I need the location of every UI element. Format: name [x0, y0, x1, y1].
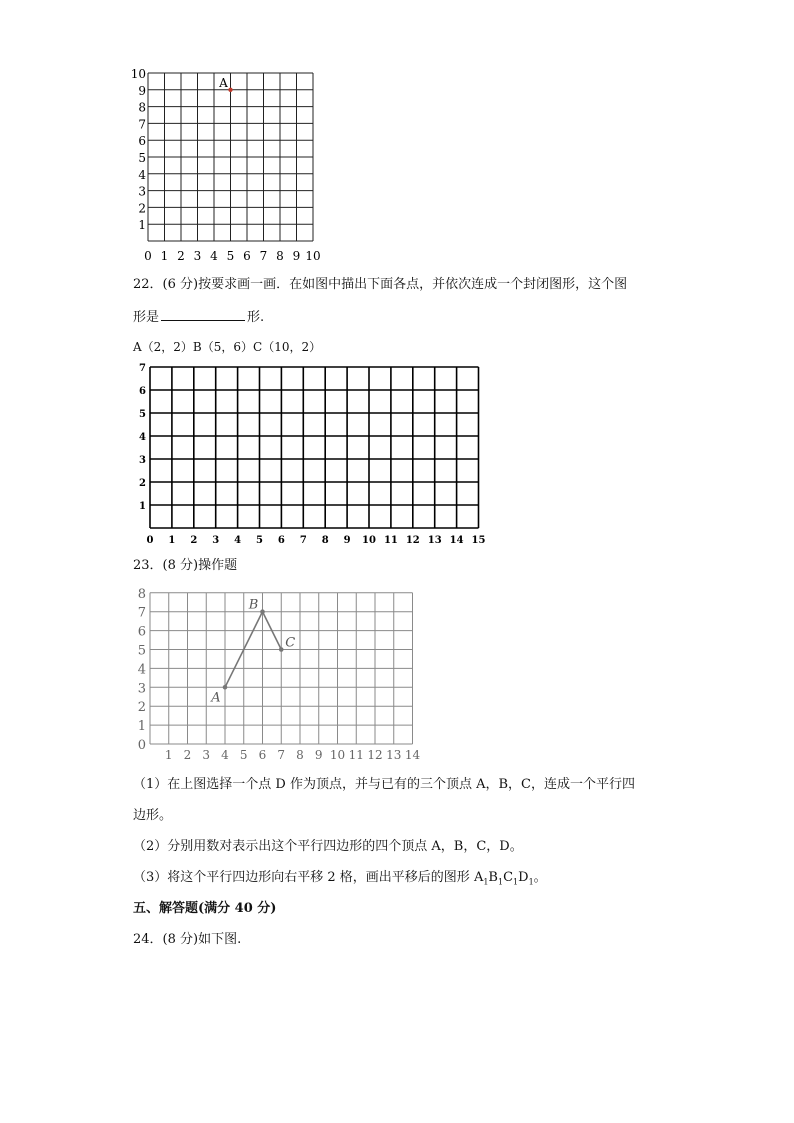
- x-tick-label: 14: [404, 748, 421, 762]
- x-tick-label: 7: [259, 249, 268, 262]
- grid-3-figure: [132, 584, 428, 764]
- q22-points: A（2，2）B（5，6）C（10，2）: [133, 340, 322, 354]
- x-tick-label: 9: [292, 249, 301, 262]
- x-tick-label: 2: [183, 748, 192, 762]
- y-tick-label: 7: [139, 363, 146, 374]
- x-tick-label: 8: [276, 249, 284, 262]
- x-tick-label: 2: [177, 249, 185, 262]
- q22-line2-prefix: 形是: [133, 310, 160, 325]
- x-tick-label: 5: [239, 748, 248, 762]
- y-tick-label: 4: [137, 662, 146, 678]
- y-tick-label: 4: [139, 432, 146, 443]
- x-tick-label: 3: [212, 535, 220, 546]
- x-tick-label: 1: [164, 748, 173, 762]
- y-tick-label: 3: [137, 681, 146, 697]
- sub-c1: 1: [513, 877, 519, 887]
- x-tick-label: 0: [144, 249, 152, 262]
- q23-sub2: （2）分别用数对表示出这个平行四边形的四个顶点 A，B，C，D。: [133, 839, 523, 854]
- section-5-heading: 五、解答题(满分 40 分): [133, 901, 277, 916]
- period: 。: [533, 870, 547, 885]
- y-tick-label: 9: [138, 83, 146, 98]
- point-a-marker: [228, 88, 232, 92]
- y-tick-label: 8: [137, 586, 146, 602]
- q22-line2-suffix: 形.: [247, 310, 265, 325]
- point-b-marker: [260, 609, 265, 614]
- y-tick-label: 3: [139, 455, 146, 466]
- x-tick-label: 4: [221, 748, 229, 762]
- x-tick-label: 3: [193, 249, 202, 262]
- y-tick-label: 5: [139, 409, 146, 420]
- point-b-label: B: [248, 597, 259, 613]
- y-tick-label: 10: [130, 67, 146, 81]
- x-tick-label: 7: [299, 535, 307, 546]
- x-tick-label: 5: [256, 535, 263, 546]
- x-tick-label: 1: [160, 249, 169, 262]
- x-tick-label: 12: [367, 748, 383, 762]
- y-tick-label: 1: [138, 218, 146, 233]
- x-tick-label: 12: [405, 535, 420, 546]
- y-tick-label: 3: [138, 184, 146, 199]
- sub-a1: 1: [483, 877, 489, 887]
- x-tick-label: 6: [243, 249, 251, 262]
- x-tick-label: 14: [449, 535, 464, 546]
- x-tick-label: 10: [305, 249, 321, 262]
- q23-sub3: [133, 870, 547, 891]
- label-c: C: [503, 870, 514, 885]
- label-b: B: [488, 870, 498, 885]
- x-tick-label: 4: [234, 535, 242, 546]
- x-tick-label: 11: [383, 535, 398, 546]
- x-tick-label: 6: [258, 748, 267, 762]
- y-tick-label: 5: [138, 151, 146, 165]
- x-tick-label: 6: [277, 535, 285, 546]
- y-tick-label: 7: [138, 117, 146, 132]
- y-tick-label: 4: [138, 167, 146, 182]
- x-tick-label: 4: [210, 249, 218, 262]
- x-tick-label: 8: [296, 748, 304, 762]
- sub-d1: 1: [528, 877, 534, 887]
- q23-sub1-line1: （1）在上图选择一个点 D 作为顶点，并与已有的三个顶点 A，B，C，连成一个平行四: [133, 777, 635, 792]
- x-tick-label: 10: [329, 748, 346, 762]
- y-tick-label: 6: [138, 134, 146, 149]
- x-tick-label: 13: [427, 535, 442, 546]
- y-tick-label: 7: [137, 605, 146, 621]
- q22-line1: 22．(6 分)按要求画一画．在如图中描出下面各点，并依次连成一个封闭图形，这个图: [133, 277, 628, 292]
- answer-blank[interactable]: [161, 308, 245, 321]
- y-tick-label: 2: [138, 201, 146, 216]
- x-tick-label: 3: [202, 748, 211, 762]
- x-tick-label: 8: [321, 535, 329, 546]
- x-tick-label: 13: [386, 748, 402, 762]
- y-tick-label: 1: [137, 719, 146, 735]
- y-tick-label: 6: [139, 386, 146, 397]
- y-tick-label: 5: [137, 643, 146, 659]
- point-a-label: A: [219, 75, 228, 90]
- y-tick-label: 1: [139, 501, 146, 512]
- x-tick-label: 2: [190, 535, 198, 546]
- x-tick-label: 10: [362, 535, 376, 546]
- x-tick-label: 15: [471, 535, 486, 546]
- x-tick-label: 9: [343, 535, 351, 546]
- y-tick-label: 2: [137, 700, 146, 716]
- sub-b1: 1: [497, 877, 504, 887]
- point-a-marker: [223, 685, 228, 690]
- q23-title: 23．(8 分)操作题: [133, 558, 238, 573]
- x-tick-label: 0: [146, 535, 154, 546]
- x-tick-label: 9: [314, 748, 323, 762]
- q23-sub1-line2: 边形。: [133, 808, 173, 823]
- label-d: D: [518, 870, 529, 885]
- y-tick-label: 2: [139, 478, 146, 489]
- q23-sub3-text: （3）将这个平行四边形向右平移 2 格，画出平移后的图形 A: [133, 870, 484, 885]
- x-tick-label: 11: [348, 748, 364, 762]
- grid-1-figure: [128, 66, 338, 262]
- y-tick-label: 6: [137, 624, 146, 640]
- x-tick-label: 1: [168, 535, 176, 546]
- y-tick-label: 0: [137, 738, 146, 753]
- point-a-label: A: [211, 690, 221, 706]
- y-tick-label: 8: [138, 100, 146, 115]
- q22-line2: [133, 308, 264, 326]
- q24-text: 24．(8 分)如下图.: [133, 932, 242, 947]
- grid-2-figure: [134, 362, 494, 552]
- point-c-label: C: [285, 635, 296, 651]
- point-c-marker: [279, 647, 284, 652]
- x-tick-label: 7: [277, 748, 286, 762]
- x-tick-label: 5: [226, 249, 235, 262]
